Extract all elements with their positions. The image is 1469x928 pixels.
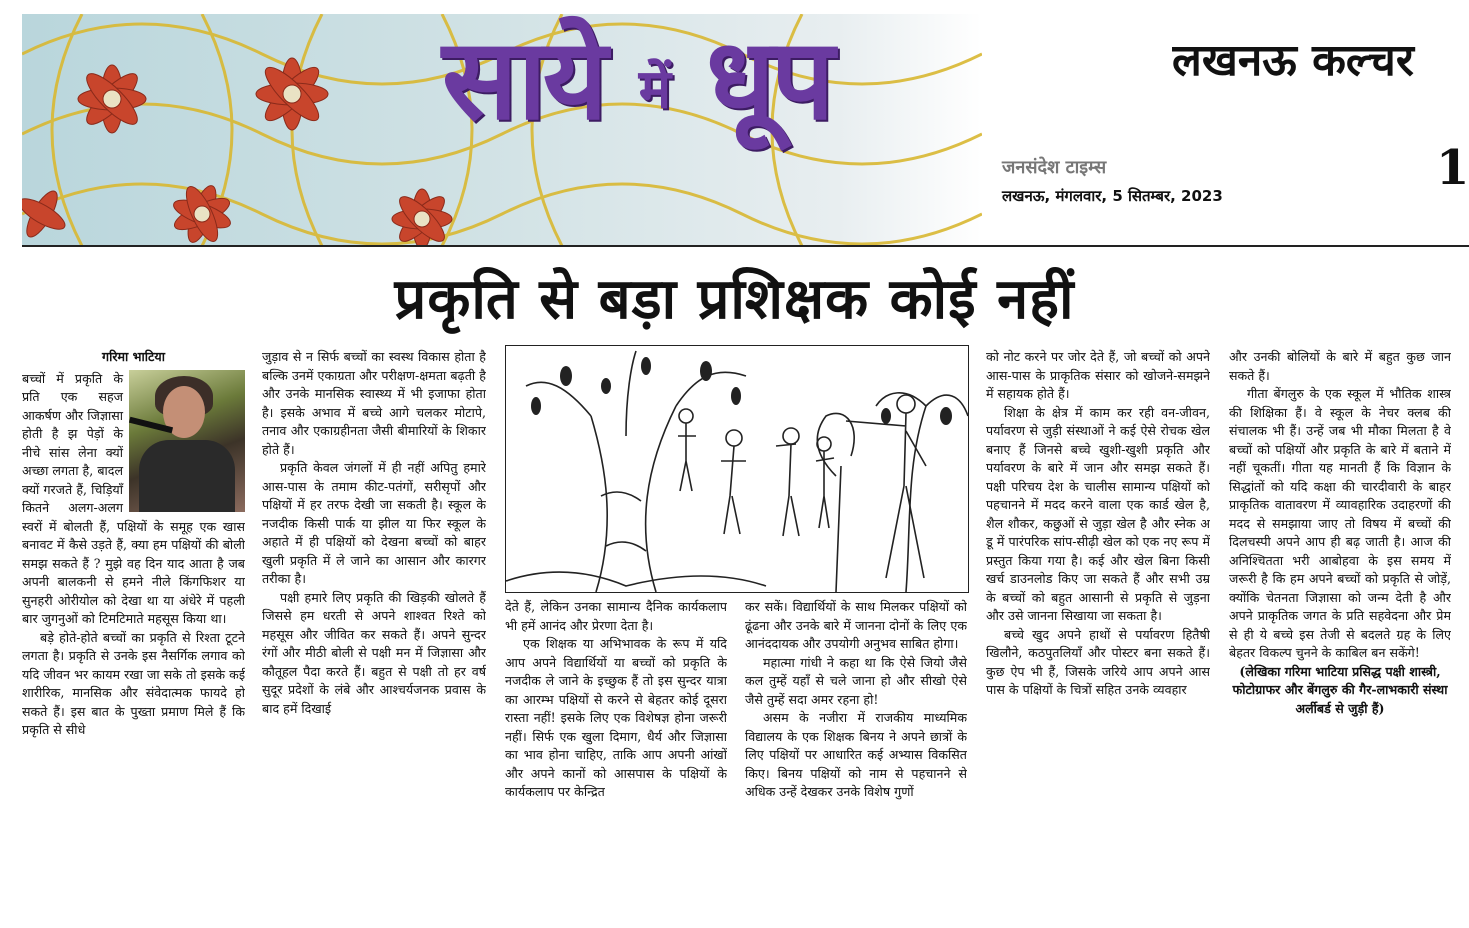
paragraph: बच्चों में प्रकृति के प्रति एक सहज आकर्षण और जिज्ञासा होती है झ पेड़ों के नीचे सांस लेना क्यों अच्छा लगता है, बादल क्यों गरजते हैं, चिड़ियाँ कितने अलग-अलग स्वरों में बोलती हैं, पक्षियों के समूह एक खास बनावट में कैसे उड़ते हैं, क्या हम पक्षियों की बोली समझ सकते हैं ? मुझे वह दिन याद आता है जब अपनी बालकनी से हमने नीले किंगफिशर या सुनहरी ओरीयोल को देखा था या अंधेरे में पहली बार जुगनुओं को टिमटिमाते महसूस किया था। <box>22 370 245 626</box>
article-column-4 <box>745 598 967 918</box>
article-column-6 <box>1229 348 1451 918</box>
byline: गरिमा भाटिया <box>102 349 165 364</box>
section-title: लखनऊ कल्चर <box>1172 35 1414 86</box>
paragraph: बच्चे खुद अपने हाथों से पर्यावरण हितैषी खिलौने, कठपुतलियाँ और पोस्टर बना सकते हैं। कुछ ऐप भी हैं, जिसके जरिये आप अपने आस पास के पक्षियों के चित्रों सहित उनके व्यवहार <box>986 626 1210 697</box>
article-column-3 <box>505 598 727 918</box>
paragraph: बड़े होते-होते बच्चों का प्रकृति से रिश्ता टूटने लगता है। प्रकृति से उनके इस नैसर्गिक लगाव को यदि जीवन भर कायम रखा जा सके तो इसके कई शारीरिक, मानसिक और संवेदात्मक फायदे हो सकते हैं। इस बात के पुख्ता प्रमाण मिले हैं कि प्रकृति से सीधे <box>22 629 245 737</box>
paragraph: एक शिक्षक या अभिभावक के रूप में यदि आप अपने विद्यार्थियों या बच्चों को प्रकृति के नजदीक ले जाने के इच्छुक हैं तो इस सुन्दर यात्रा का आरम्भ पक्षियों से करने से बेहतर कोई दूसरा रास्ता नहीं! इसके लिए एक विशेषज्ञ होना जरूरी नहीं। सिर्फ एक खुला दिमाग, धैर्य और जिज्ञासा का भाव होना चाहिए, ताकि आप अपनी आंखों और अपने कानों को आसपास के पक्षियों के कार्यकलाप पर केन्द्रित <box>505 636 727 799</box>
masthead-title-part2: में <box>638 56 671 121</box>
paragraph: असम के नजीरा में राजकीय माध्यमिक विद्यालय के एक शिक्षक बिनय ने अपने छात्रों के लिए पक्षियों पर आधारित कई अभ्यास विकसित किए। बिनय पक्षियों को नाम से पहचानने से अधिक उन्हें देखकर उनके विशेष गुणों <box>745 710 967 799</box>
birdwatching-illustration <box>505 345 969 593</box>
author-photo <box>129 370 245 512</box>
paragraph: प्रकृति केवल जंगलों में ही नहीं अपितु हमारे आस-पास के तमाम कीट-पतंगों, सरीसृपों और पक्षियों में हर तरफ देखी जा सकती है। स्कूल के नजदीक किसी पार्क या झील या फिर स्कूल के अहाते में ही पक्षियों को देखना बच्चों को बाहर खुली प्रकृति में ले जाने का आसान और कारगर तरीका है। <box>262 460 486 586</box>
article-headline: प्रकृति से बड़ा प्रशिक्षक कोई नहीं <box>394 267 1075 332</box>
article-column-5 <box>986 348 1210 918</box>
paragraph: देते हैं, लेकिन उनका सामान्य दैनिक कार्यकलाप भी हमें आनंद और प्रेरणा देता है। <box>505 599 727 633</box>
article-column-1 <box>22 348 245 918</box>
paragraph: जुड़ाव से न सिर्फ बच्चों का स्वस्थ विकास होता है बल्कि उनमें एकाग्रता और परीक्षण-क्षमता बढ़ती है और उनके मानसिक स्वास्थ्य में भी इजाफा होता है। इसके अभाव में बच्चे आगे चलकर मोटापे, तनाव और एकाग्रहीनता जैसी बीमारियों के शिकार होते हैं। <box>262 349 486 457</box>
masthead-title-part1: साये <box>442 14 604 145</box>
paragraph: शिक्षा के क्षेत्र में काम कर रही वन-जीवन, पर्यावरण से जुड़ी संस्थाओं ने कई ऐसे रोचक खेल बनाए हैं जिनसे बच्चे खुशी-खुशी प्रकृति और पर्यावरण के बारे में जान और समझ सकते हैं। पक्षी परिचय देश के चालीस सामान्य पक्षियों को पहचानने में मदद करने वाला एक कार्ड खेल है, शैल शौकर, कछुओं से जुड़ा खेल है और स्नेक अ डू में पारंपरिक सांप-सीढ़ी खेल को एक नए रूप में प्रस्तुत किया गया है। कई और खेल बिना किसी खर्च डाउनलोड किए जा सकते हैं और सभी उम्र के बच्चों को बहुत आसानी से प्रकृति से जुड़ना और उसे जानना सिखाया जा सकता है। <box>986 404 1210 623</box>
paragraph: को नोट करने पर जोर देते हैं, जो बच्चों को अपने आस-पास के प्राकृतिक संसार को खोजने-समझने में सहायक होते हैं। <box>986 349 1210 401</box>
paper-name: जनसंदेश टाइम्स <box>1002 157 1107 178</box>
paragraph: पक्षी हमारे लिए प्रकृति की खिड़की खोलते हैं जिससे हम धरती से अपने शाश्वत रिश्ते को महसूस और जीवित कर सकते हैं। अपने सुन्दर रंगों और मीठी बोली से पक्षी मन में जिज्ञासा और कौतूहल पैदा करते हैं। बहुत से पक्षी तो हर वर्ष सुदूर प्रदेशों के लंबे और आश्चर्यजनक प्रवास के बाद हमें दिखाई <box>262 589 486 716</box>
article-column-2 <box>262 348 486 918</box>
masthead-title <box>442 14 831 145</box>
paragraph: महात्मा गांधी ने कहा था कि ऐसे जियो जैसे कल तुम्हें यहाँ से चले जाना हो और सीखो ऐसे जैसे तुम्हें सदा अमर रहना हो! <box>745 654 967 707</box>
page-number: 1 <box>1436 140 1469 196</box>
banner-divider <box>22 245 1469 247</box>
paragraph: कर सकें। विद्यार्थियों के साथ मिलकर पक्षियों को ढूंढना और उनके बारे में जानना दोनों के लिए एक आनंददायक और उपयोगी अनुभव साबित होगा। <box>745 599 967 651</box>
paragraph: गीता बेंगलुरु के एक स्कूल में भौतिक शास्त्र की शिक्षिका हैं। वे स्कूल के नेचर क्लब की संचालक भी हैं। उन्हें जब भी मौका मिलता है वे बच्चों को पक्षियों और प्रकृति के बारे में बताने में नहीं चूकतीं। गीता यह मानती हैं कि विज्ञान के सिद्धांतों को यदि कक्षा की चारदीवारी के बाहर प्राकृतिक वातावरण में व्यावहारिक उदाहरणों की मदद से समझाया जाए तो विषय में बच्चों की दिलचस्पी अपने आप ही बढ़ जाती है। आज की अनिश्चितता भरी आबोहवा के इस समय में जरूरी है कि हम अपने बच्चों को प्रकृति से जोड़ें, क्योंकि चेतनता जिज्ञासा को जन्म देती है और अपने प्राकृतिक जगत के प्रति सहवेदना और प्रेम से ही ये बच्चे इस तेजी से बदलते ग्रह के लिए बेहतर विकल्प चुनने के काबिल बन सकेंगे! <box>1229 386 1451 660</box>
dateline: लखनऊ, मंगलवार, 5 सितम्बर, 2023 <box>1002 187 1223 205</box>
masthead-title-part3: धूप <box>705 14 831 145</box>
paragraph: और उनकी बोलियों के बारे में बहुत कुछ जान सकते हैं। <box>1229 349 1451 383</box>
author-note: (लेखिका गरिमा भाटिया प्रसिद्ध पक्षी शास्त्री, फोटोग्राफर और बेंगलुरु की गैर-लाभकारी संस्था अर्लीबर्ड से जुड़ी हैं) <box>1232 663 1448 716</box>
